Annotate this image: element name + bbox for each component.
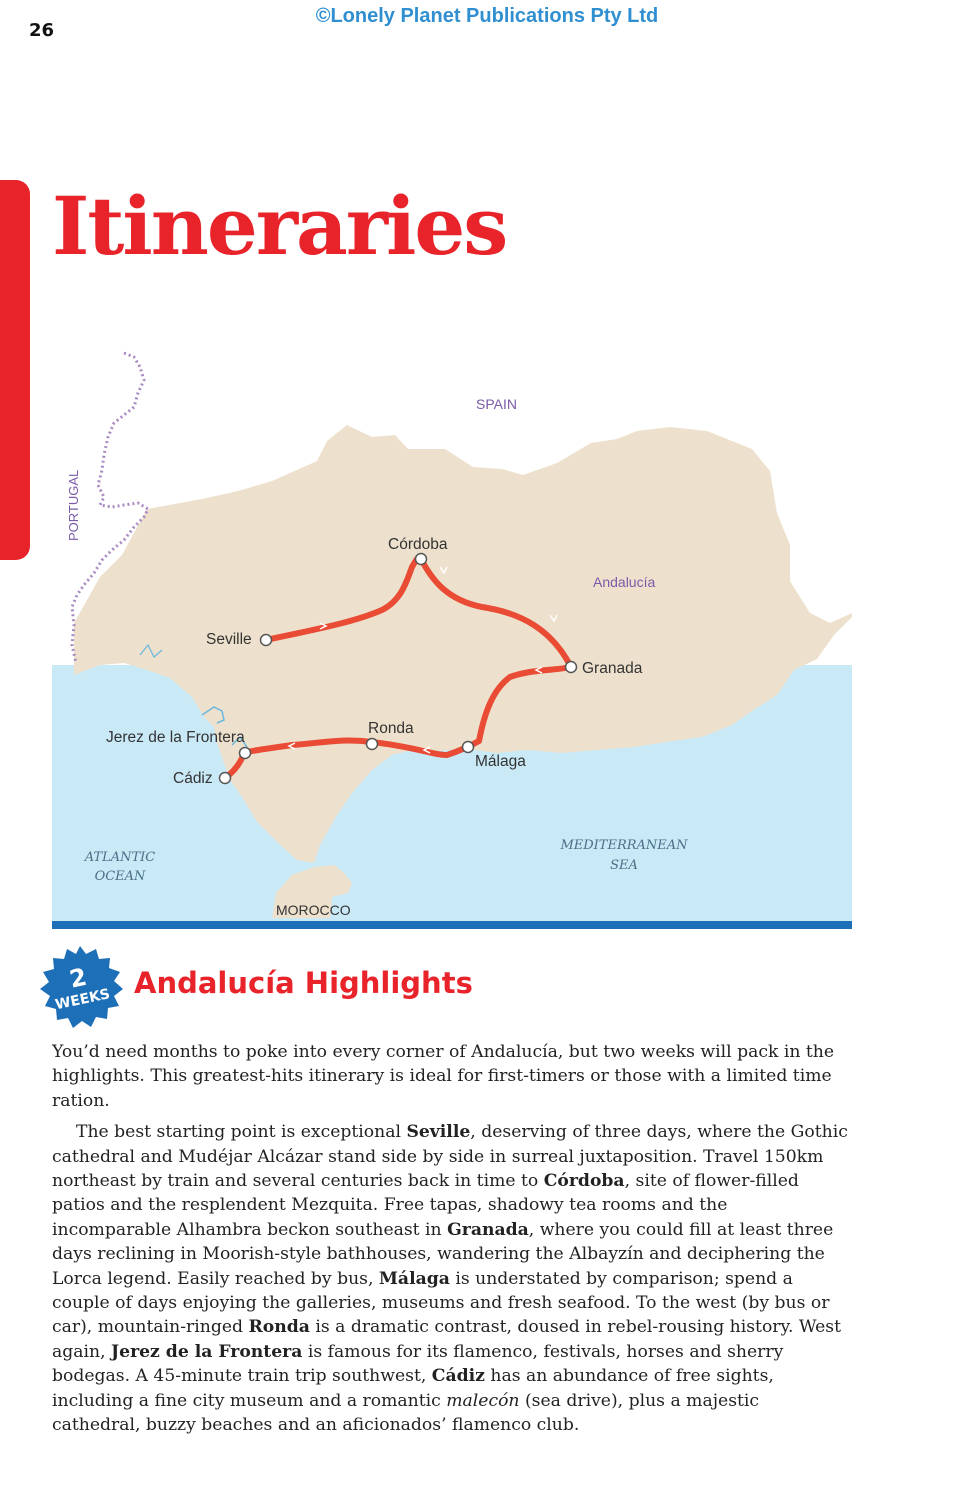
duration-badge xyxy=(34,944,126,1030)
term-malecon: malecón xyxy=(446,1390,520,1411)
label-portugal: PORTUGAL xyxy=(66,469,81,541)
place-seville: Seville xyxy=(406,1122,471,1143)
label-cordoba: Córdoba xyxy=(388,536,448,553)
place-malaga: Málaga xyxy=(378,1268,450,1289)
place-cordoba: Córdoba xyxy=(543,1171,625,1192)
marker-cordoba xyxy=(416,554,427,565)
badge-unit: WEEKS xyxy=(53,986,112,1014)
marker-ronda xyxy=(367,739,378,750)
label-med-line2: SEA xyxy=(610,858,638,873)
marker-malaga xyxy=(463,742,474,753)
paragraph-itinerary: The best starting point is exceptional Seville, deserving of three days, where the Gothic cathedral and Mudéjar Alcázar stand side by side in surreal juxtaposition. Travel 150km northeast by train and several centuries back in time to Córdoba, site of flower-filled patios and the resplendent Mezquita. Free tapas, shadowy tea rooms and the incomparable Alhambra beckon southeast in Granada, where you could fill at least three days reclining in Moorish-style bathhouses, wandering the Albayzín and deciphering the Lorca legend. Easily reached by bus, Málaga is understated by comparison; spend a couple of days enjoying the galleries, museums and fresh seafood. To the west (by bus or car), mountain-ringed Ronda is a dramatic contrast, doused in rebel-rousing history. West again, Jerez de la Frontera is famous for its flamenco, festivals, horses and sherry bodegas. A 45-minute train trip southwest, Cádiz has an abundance of free sights, including a fine city museum and a romantic malecón (sea drive), plus a majestic cathedral, buzzy beaches and an aficionados’ flamenco club. xyxy=(52,1122,848,1436)
label-jerez: Jerez de la Frontera xyxy=(106,729,245,746)
chapter-side-tab xyxy=(0,180,30,560)
itinerary-map xyxy=(52,345,852,930)
label-morocco: MOROCCO xyxy=(276,902,351,918)
label-granada: Granada xyxy=(582,660,643,677)
place-jerez: Jerez de la Frontera xyxy=(111,1341,303,1362)
label-atlantic-line1: ATLANTIC xyxy=(84,850,156,865)
place-granada: Granada xyxy=(447,1219,529,1240)
marker-jerez xyxy=(240,748,251,759)
marker-granada xyxy=(566,662,577,673)
label-andalucia: Andalucía xyxy=(593,574,656,590)
chapter-title: Itineraries xyxy=(52,179,507,273)
label-cadiz: Cádiz xyxy=(173,770,213,787)
label-med-line1: MEDITERRANEAN xyxy=(560,838,688,853)
label-spain: SPAIN xyxy=(476,396,517,412)
marker-cadiz xyxy=(220,773,231,784)
label-ronda: Ronda xyxy=(368,720,414,737)
place-cadiz: Cádiz xyxy=(431,1366,485,1387)
section-title: Andalucía Highlights xyxy=(134,966,473,1000)
copyright-notice: ©Lonely Planet Publications Pty Ltd xyxy=(315,5,659,27)
label-malaga: Málaga xyxy=(475,753,526,770)
marker-seville xyxy=(261,635,272,646)
label-seville: Seville xyxy=(206,631,252,648)
paragraph-intro: You’d need months to poke into every corner of Andalucía, but two weeks will pack in the highlights. This greatest-hits itinerary is ideal for first-timers or those with a limited time ration. xyxy=(52,1042,834,1111)
page-number: 26 xyxy=(29,20,55,41)
label-atlantic-line2: OCEAN xyxy=(94,869,146,884)
body-text xyxy=(52,1040,852,1445)
badge-number: 2 xyxy=(67,962,90,994)
map-bottom-bar xyxy=(52,921,852,929)
place-ronda: Ronda xyxy=(248,1317,310,1338)
